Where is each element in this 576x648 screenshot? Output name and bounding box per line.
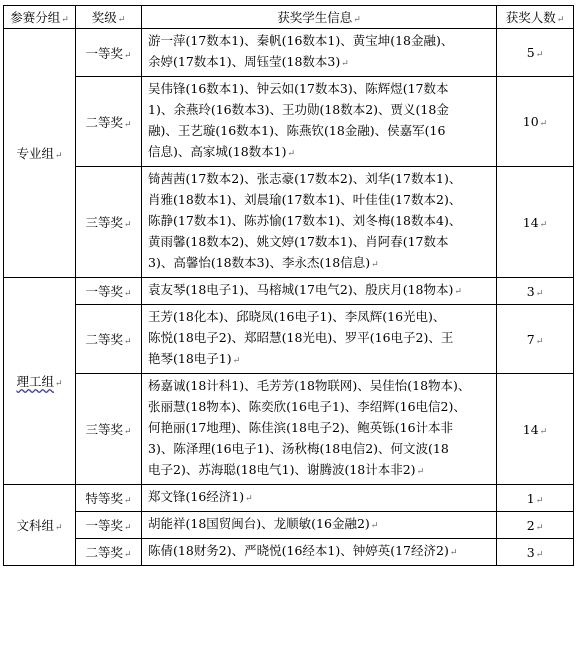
award-level: 一等奖: [85, 45, 123, 61]
student-info-cell: [142, 512, 497, 539]
paragraph-mark-icon: ↵: [245, 494, 253, 504]
table-row: [4, 167, 574, 278]
paragraph-mark-icon: ↵: [370, 521, 379, 531]
table-row: [4, 512, 574, 539]
award-level: 三等奖: [85, 422, 123, 437]
winner-count: 3: [526, 544, 535, 560]
paragraph-mark-icon: ↵: [123, 220, 132, 230]
winner-count-cell: [497, 77, 574, 167]
student-info-line: 陈静(17数本1)、陈苏愉(17数本1)、刘冬梅(18数本4)、: [148, 213, 462, 228]
paragraph-mark-icon: ↵: [123, 337, 132, 347]
table-body: [4, 29, 574, 566]
student-info-cell: [142, 374, 497, 485]
winner-count-cell: [497, 512, 574, 539]
paragraph-mark-icon: ↵: [287, 149, 296, 159]
student-info-line: 陈悦(18电子2)、郑昭慧(18光电)、罗平(16电子2)、王: [148, 330, 454, 345]
paragraph-mark-icon: ↵: [539, 119, 548, 129]
group-name: 专业组: [16, 146, 54, 161]
paragraph-mark-icon: ↵: [539, 426, 548, 437]
winner-count-cell: [497, 305, 574, 374]
winner-count: 10: [522, 114, 539, 129]
paragraph-mark-icon: ↵: [449, 548, 458, 558]
student-info-line: 余婷(17数本1)、周钰莹(18数本3)↵: [148, 54, 349, 69]
winner-count: 2: [526, 517, 535, 533]
paragraph-mark-icon: ↵: [341, 59, 349, 69]
student-info-line: 吴伟锋(16数本1)、钟云如(17数本3)、陈辉煜(17数本: [148, 81, 449, 96]
group-name: 理工组: [16, 374, 54, 389]
student-info-cell: [142, 539, 497, 566]
table-row: [4, 374, 574, 485]
group-cell: [4, 278, 76, 485]
student-info-line: 胡能祥(18国贸闽台)、龙顺敏(16金融2)↵: [148, 516, 379, 531]
student-info-line: 艳琴(18电子1)↵: [148, 351, 241, 366]
winner-count-cell: [497, 167, 574, 278]
award-cell: [76, 374, 142, 485]
paragraph-mark-icon: ↵: [371, 260, 379, 270]
paragraph-mark-icon: ↵: [416, 467, 425, 477]
table-row: [4, 305, 574, 374]
paragraph-mark-icon: ↵: [123, 119, 132, 130]
student-info-line: 杨嘉诚(18计科1)、毛芳芳(18物联网)、吴佳怡(18物本)、: [148, 378, 471, 393]
paragraph-mark-icon: ↵: [232, 356, 241, 366]
award-cell: [76, 485, 142, 512]
table-row: [4, 29, 574, 77]
group-name: 文科组: [16, 518, 54, 533]
student-info-line: 3)、陈泽理(16电子1)、汤秋梅(18电信2)、何文波(18: [148, 441, 449, 456]
winner-count: 1: [526, 490, 535, 506]
paragraph-mark-icon: ↵: [535, 336, 544, 347]
awards-table: [3, 5, 574, 566]
paragraph-mark-icon: ↵: [123, 289, 132, 299]
award-cell: [76, 539, 142, 566]
paragraph-mark-icon: ↵: [535, 495, 544, 506]
student-info-line: 何艳丽(17地理)、陈佳滨(18电子2)、鲍英铄(16计本非: [148, 420, 454, 435]
award-level: 三等奖: [85, 215, 123, 230]
student-info-line: 3)、高馨怡(18数本3)、李永杰(18信息)↵: [148, 255, 379, 270]
award-cell: [76, 512, 142, 539]
header-group: 参赛分组↵: [4, 6, 76, 29]
paragraph-mark-icon: ↵: [535, 549, 544, 560]
paragraph-mark-icon: ↵: [123, 50, 132, 61]
award-level: 一等奖: [85, 284, 123, 299]
student-info-line: 郑文锋(16经济1)↵: [148, 489, 253, 504]
paragraph-mark-icon: ↵: [54, 151, 63, 161]
award-cell: [76, 167, 142, 278]
award-level: 二等奖: [85, 114, 123, 130]
award-cell: [76, 77, 142, 167]
table-row: [4, 539, 574, 566]
student-info-line: 融)、王艺璇(16数本1)、陈燕钦(18金融)、侯嘉军(16: [148, 123, 446, 138]
student-info-line: 1)、余燕玲(16数本3)、王功勋(18数本2)、贾义(18金: [148, 102, 449, 117]
student-info-line: 袁友琴(18电子1)、马榕城(17电气2)、殷庆月(18物本)↵: [148, 282, 462, 297]
paragraph-mark-icon: ↵: [535, 288, 544, 299]
paragraph-mark-icon: ↵: [123, 427, 132, 437]
student-info-line: 信息)、高家城(18数本1)↵: [148, 144, 296, 159]
winner-count-cell: [497, 485, 574, 512]
student-info-line: 游一萍(17数本1)、秦帆(16数本1)、黄宝坤(18金融)、: [148, 33, 454, 48]
header-info: 获奖学生信息↵: [142, 6, 497, 29]
table-row: [4, 77, 574, 167]
student-info-cell: [142, 77, 497, 167]
student-info-line: 王芳(18化本)、邱晓凤(16电子1)、李凤辉(16光电)、: [148, 309, 446, 324]
paragraph-mark-icon: ↵: [54, 379, 63, 389]
student-info-cell: [142, 29, 497, 77]
group-cell: [4, 29, 76, 278]
group-cell: [4, 485, 76, 566]
student-info-cell: [142, 167, 497, 278]
student-info-line: 肖雅(18数本1)、刘晨瑜(17数本1)、叶佳佳(17数本2)、: [148, 192, 462, 207]
award-level: 二等奖: [85, 545, 123, 560]
winner-count-cell: [497, 539, 574, 566]
student-info-line: 张丽慧(18物本)、陈奕欣(16电子1)、李绍辉(16电信2)、: [148, 399, 466, 414]
header-count: 获奖人数↵: [497, 6, 574, 29]
winner-count: 5: [526, 45, 535, 60]
winner-count: 7: [526, 331, 535, 347]
paragraph-mark-icon: ↵: [123, 550, 132, 560]
paragraph-mark-icon: ↵: [535, 50, 544, 60]
header-row: [4, 6, 574, 29]
winner-count-cell: [497, 374, 574, 485]
paragraph-mark-icon: ↵: [123, 496, 132, 506]
student-info-cell: [142, 305, 497, 374]
award-cell: [76, 305, 142, 374]
winner-count: 3: [526, 283, 535, 299]
table-row: [4, 278, 574, 305]
award-level: 一等奖: [85, 518, 123, 533]
award-cell: [76, 278, 142, 305]
table-row: [4, 485, 574, 512]
student-info-cell: [142, 278, 497, 305]
student-info-line: 电子2)、苏海聪(18电气1)、谢腾波(18计本非2)↵: [148, 462, 425, 477]
award-level: 特等奖: [85, 491, 123, 506]
award-cell: [76, 29, 142, 77]
winner-count-cell: [497, 278, 574, 305]
winner-count: 14: [522, 214, 539, 230]
header-award: 奖级↵: [76, 6, 142, 29]
paragraph-mark-icon: ↵: [539, 219, 548, 230]
student-info-line: 陈倩(18财务2)、严晓悦(16经本1)、钟婷英(17经济2)↵: [148, 543, 458, 558]
paragraph-mark-icon: ↵: [454, 287, 462, 297]
paragraph-mark-icon: ↵: [54, 523, 63, 533]
winner-count-cell: [497, 29, 574, 77]
paragraph-mark-icon: ↵: [123, 523, 132, 533]
student-info-cell: [142, 485, 497, 512]
award-level: 二等奖: [85, 332, 123, 347]
paragraph-mark-icon: ↵: [535, 522, 544, 533]
student-info-line: 锜茜茜(17数本2)、张志豪(17数本2)、刘华(17数本1)、: [148, 171, 462, 186]
student-info-line: 黄雨馨(18数本2)、姚文婷(17数本1)、肖阿春(17数本: [148, 234, 449, 249]
winner-count: 14: [522, 421, 539, 437]
